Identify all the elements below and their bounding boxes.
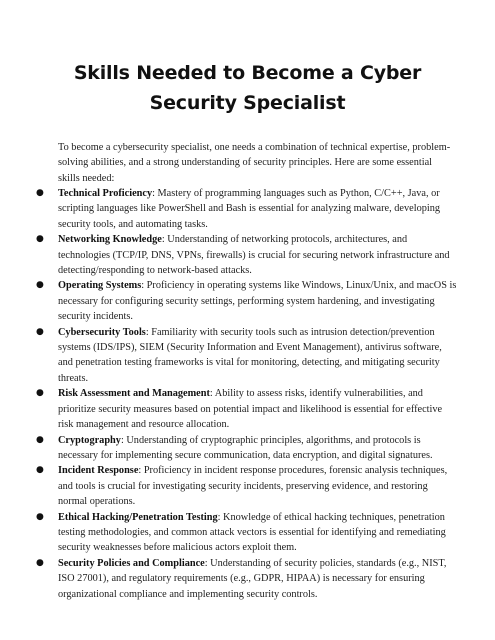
bullet-icon: ●	[36, 326, 44, 337]
skill-description: : Knowledge of ethical hacking techniques, penetration testing methodologies, and common attack vectors is essential for identifying and remediating security weaknesses before malicious actors exploit them.	[58, 511, 446, 554]
bullet-icon: ●	[36, 188, 44, 198]
bullet-icon: ●	[36, 280, 44, 291]
skill-name: Operating Systems	[58, 280, 142, 292]
skill-name: Incident Response	[58, 465, 139, 477]
intro-paragraph: To become a cybersecurity specialist, one needs a combination of technical expertise, problem-solving abilities, and a strong understanding of security principles. Here are some essential skills needed:	[58, 142, 451, 184]
bullet-icon: ●	[36, 465, 44, 476]
skill-item-incident-response	[36, 463, 458, 509]
skill-description: : Familiarity with security tools such as intrusion detection/prevention systems (IDS/IPS), SIEM (Security Information and Event Management), antivirus software, and penetration testing frameworks is vital for monitoring, detecting, and mitigating security threats.	[58, 326, 442, 384]
skill-item-ethical-hacking	[36, 510, 458, 556]
skill-item-operating-systems	[36, 278, 458, 324]
skill-name: Risk Assessment and Management	[58, 388, 210, 400]
skill-name: Networking Knowledge	[58, 234, 162, 246]
skill-name: Ethical Hacking/Penetration Testing	[58, 511, 218, 523]
skill-name: Technical Proficiency	[58, 188, 153, 199]
skill-description: : Mastery of programming languages such as Python, C/C++, Java, or scripting languages like PowerShell and Bash is essential for analyzing malware, developing security tools, and automating tasks.	[58, 188, 441, 230]
skill-item-networking-knowledge	[36, 232, 458, 278]
page-title	[40, 58, 455, 118]
skill-description: : Proficiency in incident response procedures, forensic analysis techniques, and tools is crucial for investigating security incidents, preserving evidence, and restoring normal operations.	[58, 465, 448, 508]
bullet-icon: ●	[36, 234, 44, 245]
skill-description: : Understanding of networking protocols, architectures, and technologies (TCP/IP, DNS, VPNs, firewalls) is crucial for securing network infrastructure and detecting/responding to network-based attacks.	[58, 234, 450, 277]
skill-item-risk-assessment	[36, 386, 458, 432]
skill-item-security-policies	[36, 556, 458, 602]
skill-description: : Ability to assess risks, identify vulnerabilities, and prioritize security measures based on potential impact and likelihood is essential for effective risk management and resource allocation.	[58, 388, 443, 431]
skill-name: Security Policies and Compliance	[58, 557, 205, 569]
bullet-icon: ●	[36, 388, 44, 399]
bullet-icon: ●	[36, 434, 44, 445]
skill-name: Cybersecurity Tools	[58, 326, 146, 338]
skills-list	[36, 186, 458, 602]
title-line-2: Security Specialist	[149, 92, 346, 114]
skill-item-cryptography	[36, 433, 458, 464]
skill-description: : Proficiency in operating systems like Windows, Linux/Unix, and macOS is necessary for configuring security settings, performing system hardening, and investigating security incidents.	[58, 280, 457, 323]
title-line-1: Skills Needed to Become a Cyber	[73, 62, 422, 84]
skill-description: : Understanding of cryptographic principles, algorithms, and protocols is necessary for implementing secure communication, data encryption, and digital signatures.	[58, 434, 433, 461]
bullet-icon: ●	[36, 557, 44, 568]
skill-item-technical-proficiency	[36, 186, 458, 232]
skill-name: Cryptography	[58, 434, 121, 446]
bullet-icon: ●	[36, 511, 44, 522]
skill-item-cybersecurity-tools	[36, 325, 458, 387]
skill-description: : Understanding of security policies, standards (e.g., NIST, ISO 27001), and regulatory requirements (e.g., GDPR, HIPAA) is necessary for ensuring organizational compliance and implementing security controls.	[58, 557, 447, 600]
